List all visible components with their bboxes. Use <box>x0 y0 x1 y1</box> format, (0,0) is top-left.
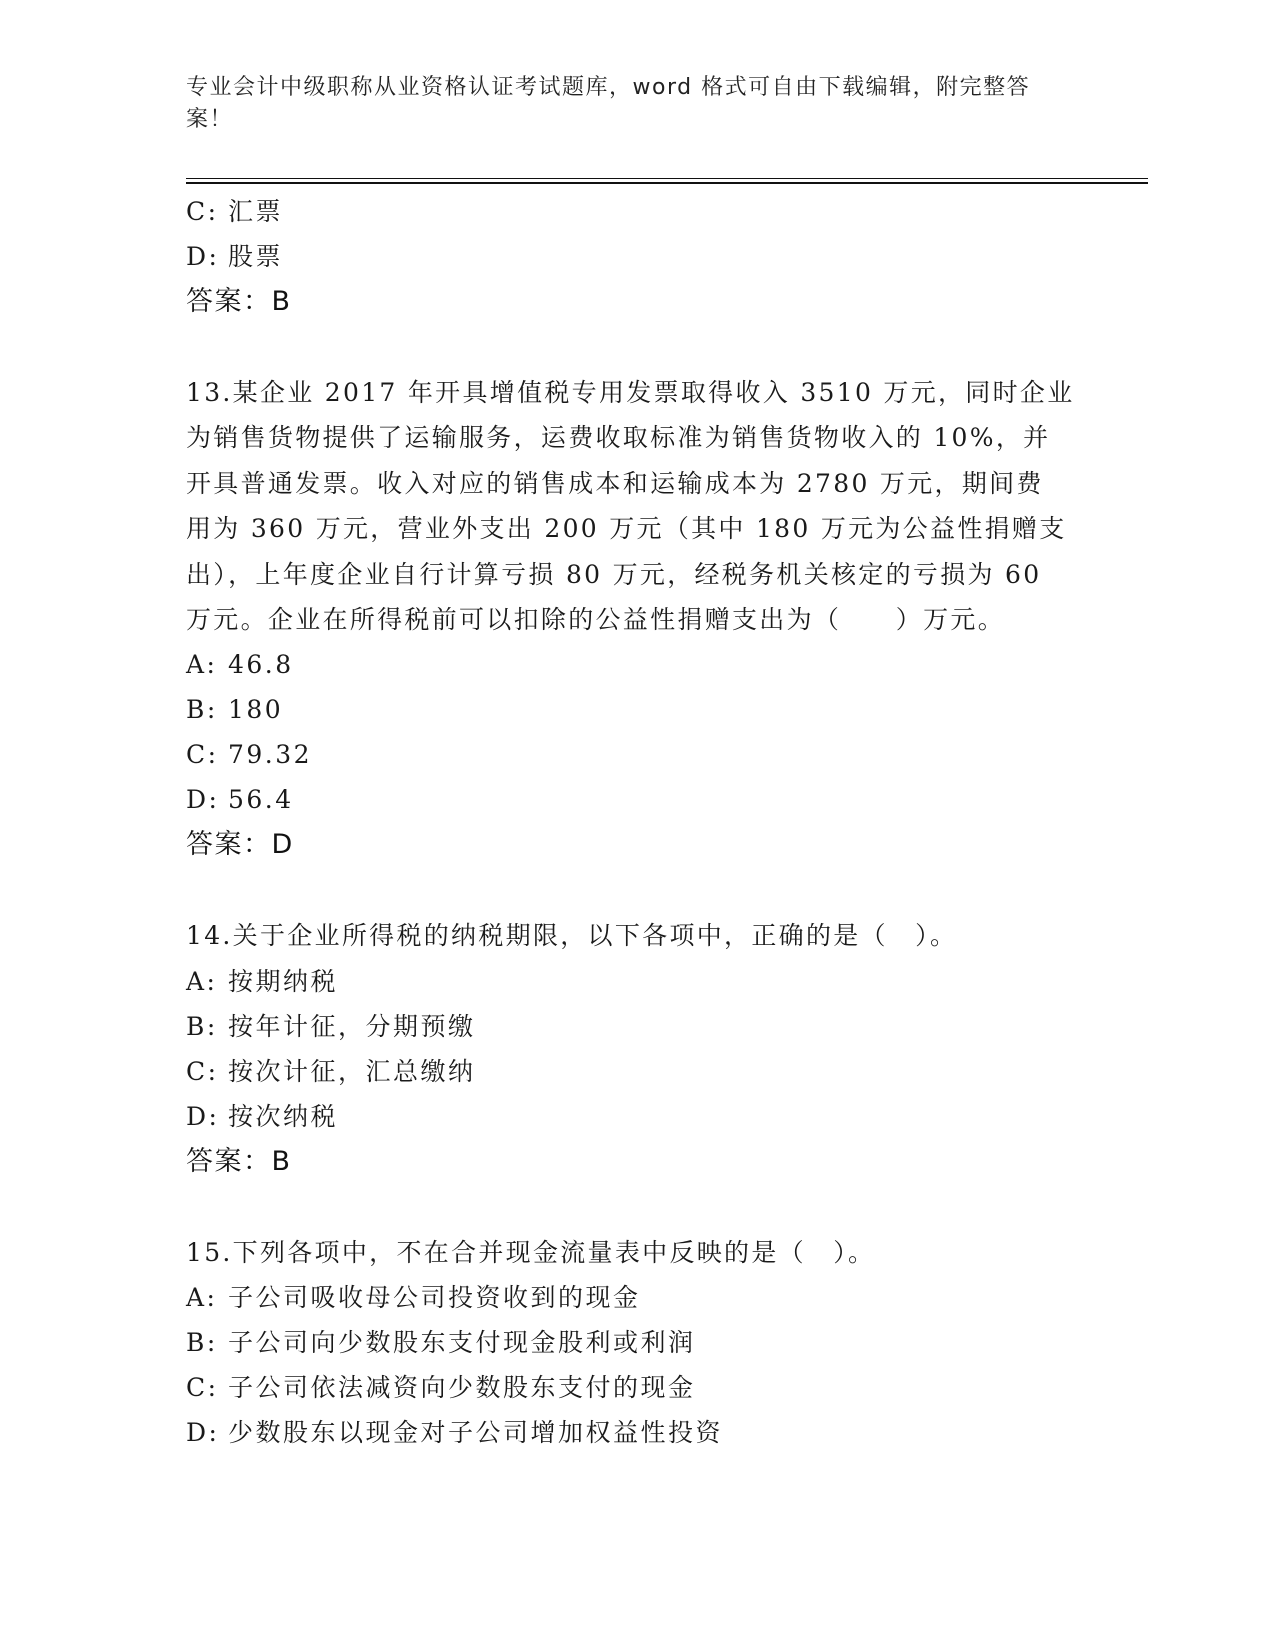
option-text: 按期纳税 <box>228 966 339 996</box>
option-d <box>186 234 1076 279</box>
stem-line: 14.关于企业所得税的纳税期限，以下各项中，正确的是（ ）。 <box>186 921 958 951</box>
stem-line: 出），上年度企业自行计算亏损 80 万元，经税务机关核定的亏损为 60 <box>186 559 1042 589</box>
question-13 <box>186 370 1076 867</box>
option-c <box>186 1365 1076 1410</box>
stem-line: 开具普通发票。收入对应的销售成本和运输成本为 2780 万元，期间费 <box>186 468 1044 498</box>
option-letter: C: <box>186 1056 219 1086</box>
option-d <box>186 1094 1076 1139</box>
option-letter: D: <box>186 1418 220 1448</box>
question-stem <box>186 1230 1086 1275</box>
option-letter: D: <box>186 242 220 271</box>
option-text: 子公司依法减资向少数股东支付的现金 <box>228 1373 696 1403</box>
option-letter: D: <box>186 1101 220 1131</box>
option-b <box>186 687 1076 732</box>
header-divider <box>186 178 1148 179</box>
page-header <box>186 72 1066 136</box>
question-15 <box>186 1230 1076 1455</box>
option-a <box>186 642 1076 687</box>
option-text: 汇票 <box>228 197 284 226</box>
option-text: 按年计征，分期预缴 <box>228 1011 476 1041</box>
header-line: 专业会计中级职称从业资格认证考试题库，word 格式可自由下载编辑，附完整答 <box>186 75 1031 100</box>
option-letter: B: <box>186 1011 218 1041</box>
option-c <box>186 1049 1076 1094</box>
option-b <box>186 1004 1076 1049</box>
option-letter: C: <box>186 197 219 226</box>
answer-line: 答案：B <box>186 1145 292 1177</box>
option-letter: C: <box>186 1373 219 1403</box>
option-a <box>186 959 1076 1004</box>
answer-line: 答案：B <box>186 286 292 317</box>
option-b <box>186 1320 1076 1365</box>
option-text: 子公司向少数股东支付现金股利或利润 <box>228 1328 696 1358</box>
answer-line: 答案：D <box>186 829 294 861</box>
header-line: 案！ <box>186 107 234 132</box>
option-text: 79.32 <box>228 740 313 770</box>
question-stem <box>186 370 1086 642</box>
option-letter: B: <box>186 1328 218 1358</box>
option-a <box>186 1275 1076 1320</box>
header-divider-thick <box>186 182 1148 184</box>
option-letter: A: <box>186 1283 218 1313</box>
option-text: 少数股东以现金对子公司增加权益性投资 <box>228 1418 724 1448</box>
option-d <box>186 777 1076 822</box>
option-letter: B: <box>186 695 218 725</box>
question-stem <box>186 913 1086 958</box>
option-text: 子公司吸收母公司投资收到的现金 <box>228 1283 641 1313</box>
option-d <box>186 1410 1076 1455</box>
option-text: 按次计征，汇总缴纳 <box>228 1056 476 1086</box>
option-c <box>186 732 1076 777</box>
stem-line: 13.某企业 2017 年开具增值税专用发票取得收入 3510 万元，同时企业 <box>186 378 1075 407</box>
option-letter: A: <box>186 650 218 680</box>
question-list <box>186 189 1076 1455</box>
question-14 <box>186 913 1076 1183</box>
option-letter: A: <box>186 966 218 996</box>
stem-line: 用为 360 万元，营业外支出 200 万元（其中 180 万元为公益性捐赠支 <box>186 514 1067 544</box>
option-text: 按次纳税 <box>228 1101 339 1131</box>
option-text: 股票 <box>228 242 284 271</box>
option-text: 180 <box>228 695 284 725</box>
option-text: 46.8 <box>228 650 294 680</box>
question-12-continuation <box>186 189 1076 324</box>
option-c <box>186 189 1076 234</box>
stem-line: 万元。企业在所得税前可以扣除的公益性捐赠支出为（ ）万元。 <box>186 605 1006 635</box>
option-text: 56.4 <box>228 785 294 815</box>
stem-line: 为销售货物提供了运输服务，运费收取标准为销售货物收入的 10%，并 <box>186 423 1051 453</box>
stem-line: 15.下列各项中，不在合并现金流量表中反映的是（ ）。 <box>186 1237 876 1267</box>
option-letter: C: <box>186 740 219 770</box>
option-letter: D: <box>186 785 220 815</box>
